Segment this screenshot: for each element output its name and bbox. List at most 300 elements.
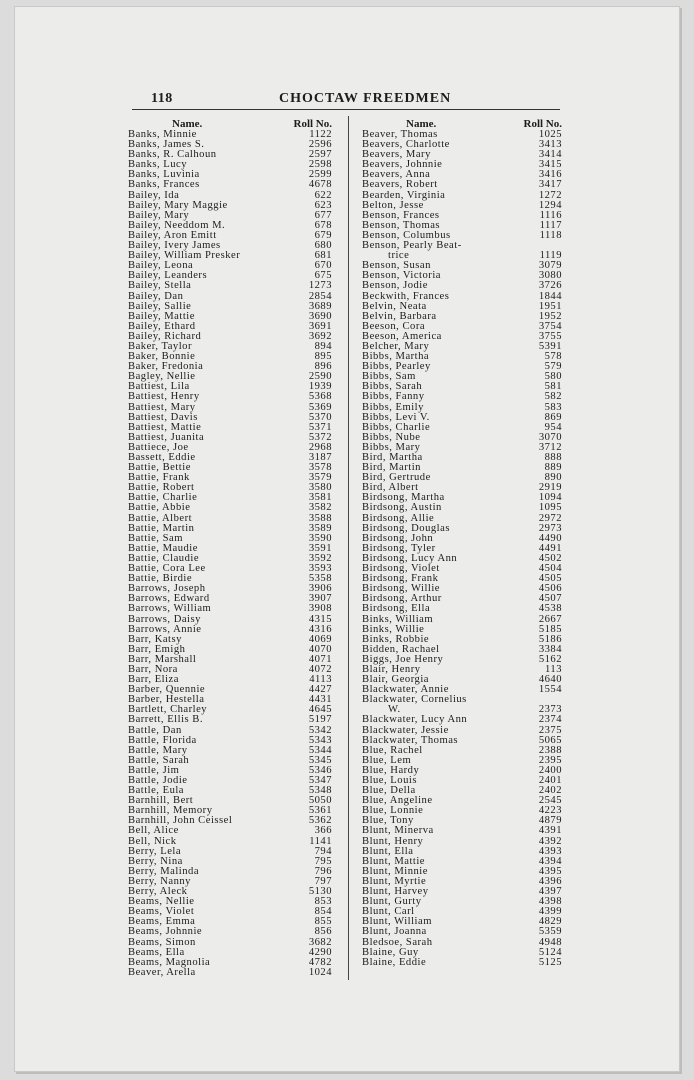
- entry-name: Bailey, Ivery James: [128, 240, 221, 252]
- entry-roll-number: 3593: [308, 563, 332, 575]
- right-column: [362, 118, 562, 968]
- entry-name: Battie, Frank: [128, 472, 190, 484]
- entry-name: Bibbs, Charlie: [362, 421, 431, 433]
- entry-roll-number: 890: [544, 472, 562, 484]
- entry-name: Battie, Maudie: [128, 542, 198, 554]
- entry-roll-number: 3580: [308, 482, 332, 494]
- entry-roll-number: 4506: [538, 583, 562, 595]
- entry-roll-number: 5130: [308, 886, 332, 898]
- entry-name: Battiece, Joe: [128, 441, 189, 453]
- roll-list: [362, 130, 562, 968]
- entry-name: Beckwith, Frances: [362, 290, 450, 302]
- entry-name: Blunt, Myrtie: [362, 875, 427, 887]
- entry-roll-number: 5372: [308, 431, 332, 443]
- entry-roll-number: 5361: [308, 805, 332, 817]
- entry-name: Battle, Jim: [128, 764, 180, 776]
- entry-roll-number: 4393: [538, 845, 562, 857]
- entry-roll-number: 2400: [538, 764, 562, 776]
- entry-name: Blue, Louis: [362, 775, 417, 786]
- entry-roll-number: 4502: [538, 552, 562, 564]
- entry-roll-number: 3079: [538, 260, 562, 272]
- entry-roll-number: 2667: [538, 613, 562, 625]
- entry-name: Beams, Violet: [128, 906, 195, 918]
- entry-name: Barr, Nora: [128, 663, 178, 675]
- entry-name: Bagley, Nellie: [128, 371, 196, 383]
- entry-name: Battiest, Lila: [128, 381, 190, 393]
- entry-name: Bird, Martin: [362, 462, 421, 474]
- entry-name: Bibbs, Sarah: [362, 381, 423, 393]
- entry-name: Bell, Nick: [128, 835, 177, 847]
- entry-roll-number: 4395: [538, 865, 562, 877]
- entry-name: Barrows, Edward: [128, 593, 210, 605]
- entry-name: Beavers, Anna: [362, 169, 431, 181]
- entry-name: Bassett, Eddie: [128, 452, 196, 463]
- entry-roll-number: 4782: [308, 956, 332, 968]
- entry-roll-number: 1844: [538, 290, 562, 302]
- roll-list: [128, 130, 332, 978]
- entry-name: Battle, Jodie: [128, 775, 188, 786]
- entry-name: Bibbs, Fanny: [362, 391, 425, 403]
- entry-roll-number: 3415: [538, 159, 562, 171]
- entry-name: Blunt, Joanna: [362, 926, 427, 938]
- entry-roll-number: 582: [544, 391, 562, 403]
- entry-name: Bibbs, Pearley: [362, 361, 431, 373]
- entry-name: Blue, Lem: [362, 754, 412, 766]
- entry-name: Bailey, Leona: [128, 260, 194, 272]
- entry-roll-number: 4505: [538, 573, 562, 585]
- entry-name: Berry, Nanny: [128, 875, 191, 887]
- entry-roll-number: 1024: [308, 966, 332, 978]
- entry-name: Blaine, Guy: [362, 946, 419, 958]
- entry-roll-number: 4490: [538, 532, 562, 544]
- entry-name: Binks, William: [362, 613, 434, 625]
- entry-roll-number: 4113: [309, 674, 332, 686]
- entry-roll-number: 3726: [538, 280, 562, 292]
- entry-roll-number: 4070: [308, 643, 332, 655]
- entry-name: Battiest, Juanita: [128, 431, 205, 443]
- entry-name: Birdsong, Willie: [362, 583, 441, 595]
- entry-roll-number: 680: [314, 240, 332, 252]
- entry-name: Banks, Lucy: [128, 159, 188, 171]
- entry-roll-number: 797: [314, 875, 332, 887]
- entry-roll-number: 4391: [538, 825, 562, 837]
- entry-name: Battle, Dan: [128, 724, 182, 736]
- entry-name: Belvin, Neata: [362, 300, 427, 312]
- entry-roll-number: 1122: [309, 129, 332, 140]
- entry-roll-number: 3582: [308, 502, 332, 514]
- entry-name: Benson, Victoria: [362, 270, 441, 282]
- entry-roll-number: 795: [314, 855, 332, 867]
- entry-roll-number: 4948: [538, 936, 562, 948]
- entry-name: Birdsong, Ella: [362, 603, 431, 615]
- entry-roll-number: 5186: [538, 633, 562, 645]
- entry-roll-number: 855: [314, 916, 332, 928]
- entry-name: Barnhill, Memory: [128, 805, 213, 817]
- entry-roll-number: 3413: [538, 139, 562, 151]
- entry-roll-number: 3590: [308, 532, 332, 544]
- entry-name: Battie, Abbie: [128, 502, 191, 514]
- entry-name: Bailey, Stella: [128, 280, 192, 292]
- entry-name: Bailey, Needdom M.: [128, 219, 226, 231]
- entry-roll-number: 5197: [308, 714, 332, 726]
- entry-name: Beavers, Charlotte: [362, 139, 450, 151]
- entry-name: Blue, Tony: [362, 815, 414, 827]
- entry-roll-number: 5358: [308, 573, 332, 585]
- entry-name: Baker, Fredonia: [128, 361, 204, 373]
- entry-name: Battle, Florida: [128, 734, 197, 746]
- entry-roll-number: 2596: [308, 139, 332, 151]
- entry-name: Blaine, Eddie: [362, 956, 427, 968]
- entry-roll-number: 5347: [308, 775, 332, 786]
- entry-name: Blunt, Gurty: [362, 896, 422, 908]
- entry-roll-number: 580: [544, 371, 562, 383]
- entry-name: Beavers, Johnnie: [362, 159, 443, 171]
- entry-roll-number: 3712: [538, 441, 562, 453]
- entry-roll-number: 675: [314, 270, 332, 282]
- entry-name: Blackwater, Jessie: [362, 724, 449, 736]
- roll-entry: [362, 604, 562, 614]
- entry-roll-number: 3692: [308, 330, 332, 342]
- entry-roll-number: 4879: [538, 815, 562, 827]
- entry-roll-number: 2388: [538, 744, 562, 756]
- entry-name: Binks, Willie: [362, 623, 425, 635]
- entry-roll-number: 3682: [308, 936, 332, 948]
- entry-name: Bledsoe, Sarah: [362, 936, 433, 948]
- entry-roll-number: 2374: [538, 714, 562, 726]
- entry-name: Barrows, Annie: [128, 623, 202, 635]
- entry-roll-number: 895: [314, 351, 332, 363]
- entry-name: Battle, Sarah: [128, 754, 190, 766]
- name-heading: Name.: [172, 118, 203, 130]
- entry-name: Banks, R. Calhoun: [128, 149, 217, 161]
- entry-name: Berry, Nina: [128, 855, 183, 867]
- entry-name: Bird, Martha: [362, 452, 423, 463]
- roll-entry: [128, 968, 332, 978]
- page-title: CHOCTAW FREEDMEN: [279, 91, 452, 106]
- entry-name: Blunt, Minnie: [362, 865, 428, 877]
- entry-roll-number: 2599: [308, 169, 332, 181]
- entry-name: Berry, Lela: [128, 845, 182, 857]
- entry-name: Battie, Birdie: [128, 573, 193, 585]
- entry-roll-number: 366: [314, 825, 332, 837]
- entry-name: Blunt, Mattie: [362, 855, 425, 867]
- entry-roll-number: 2590: [308, 371, 332, 383]
- entry-roll-number: 5369: [308, 401, 332, 413]
- roll-heading: Roll No.: [293, 118, 332, 130]
- entry-name: Bird, Albert: [362, 482, 419, 494]
- entry-roll-number: 4640: [538, 674, 562, 686]
- entry-roll-number: 3384: [538, 643, 562, 655]
- entry-roll-number: 4829: [538, 916, 562, 928]
- entry-name: Blunt, William: [362, 916, 432, 928]
- entry-roll-number: 3592: [308, 552, 332, 564]
- entry-roll-number: 4223: [538, 805, 562, 817]
- entry-name: Battle, Mary: [128, 744, 188, 756]
- entry-roll-number: 3417: [538, 179, 562, 191]
- entry-roll-number: 4399: [538, 906, 562, 918]
- entry-roll-number: 583: [544, 401, 562, 413]
- entry-name: trice: [388, 250, 410, 262]
- entry-name: Berry, Aleck: [128, 886, 188, 898]
- entry-name: Blunt, Carl: [362, 906, 415, 918]
- entry-name: Benson, Columbus: [362, 229, 451, 241]
- entry-name: Birdsong, Allie: [362, 512, 435, 524]
- entry-name: Blackwater, Thomas: [362, 734, 459, 746]
- entry-roll-number: 4396: [538, 875, 562, 887]
- entry-roll-number: 681: [314, 250, 332, 262]
- entry-roll-number: 854: [314, 906, 332, 918]
- entry-roll-number: 1141: [309, 835, 332, 847]
- entry-name: Bailey, Aron Emitt: [128, 229, 217, 241]
- entry-roll-number: 2395: [538, 754, 562, 766]
- entry-roll-number: 5065: [538, 734, 562, 746]
- entry-name: Bailey, Ida: [128, 189, 180, 201]
- entry-roll-number: 5343: [308, 734, 332, 746]
- entry-name: Battie, Bettie: [128, 462, 191, 474]
- roll-entry: [128, 604, 332, 614]
- entry-name: Biggs, Joe Henry: [362, 653, 444, 665]
- entry-name: Blackwater, Lucy Ann: [362, 714, 468, 726]
- entry-name: Birdsong, Frank: [362, 573, 439, 585]
- entry-name: Bibbs, Emily: [362, 401, 424, 413]
- entry-name: Bibbs, Levi V.: [362, 411, 430, 423]
- entry-name: Bailey, Sallie: [128, 300, 192, 312]
- entry-name: Blunt, Henry: [362, 835, 424, 847]
- entry-roll-number: 796: [314, 865, 332, 877]
- entry-roll-number: 3070: [538, 431, 562, 443]
- entry-name: Berry, Malinda: [128, 865, 200, 877]
- entry-roll-number: 1025: [538, 129, 562, 140]
- entry-name: Barrows, Daisy: [128, 613, 201, 625]
- entry-roll-number: 853: [314, 896, 332, 908]
- entry-name: Barr, Katsy: [128, 633, 182, 645]
- roll-entry: [362, 927, 562, 937]
- entry-roll-number: 888: [544, 452, 562, 463]
- entry-name: Bailey, Mattie: [128, 310, 195, 322]
- entry-name: Binks, Robbie: [362, 633, 430, 645]
- entry-name: Benson, Pearly Beat-: [362, 240, 462, 252]
- entry-name: W.: [388, 704, 401, 716]
- entry-name: Battie, Charlie: [128, 492, 198, 504]
- entry-name: Birdsong, Austin: [362, 502, 442, 514]
- page-number: 118: [151, 91, 173, 106]
- entry-name: Battiest, Davis: [128, 411, 198, 423]
- entry-name: Battie, Martin: [128, 522, 195, 534]
- entry-roll-number: 4394: [538, 855, 562, 867]
- entry-roll-number: 3080: [538, 270, 562, 282]
- entry-roll-number: 578: [544, 351, 562, 363]
- entry-name: Belcher, Mary: [362, 340, 430, 352]
- entry-name: Battle, Eula: [128, 785, 185, 797]
- entry-roll-number: 3906: [308, 583, 332, 595]
- entry-roll-number: 5344: [308, 744, 332, 756]
- roll-entry: [128, 281, 332, 291]
- entry-roll-number: 3690: [308, 310, 332, 322]
- entry-name: Beams, Emma: [128, 916, 196, 928]
- entry-roll-number: 581: [544, 381, 562, 393]
- entry-name: Bailey, Ethard: [128, 320, 196, 332]
- entry-roll-number: 1118: [539, 229, 562, 241]
- entry-name: Bartlett, Charley: [128, 704, 208, 716]
- entry-name: Blue, Rachel: [362, 744, 423, 756]
- entry-roll-number: 677: [314, 209, 332, 221]
- entry-name: Belton, Jesse: [362, 199, 424, 211]
- entry-name: Bailey, Leanders: [128, 270, 208, 282]
- entry-roll-number: 4290: [308, 946, 332, 958]
- entry-name: Barber, Quennie: [128, 684, 206, 696]
- entry-roll-number: 869: [544, 411, 562, 423]
- entry-name: Beavers, Robert: [362, 179, 438, 191]
- entry-roll-number: 5185: [538, 623, 562, 635]
- entry-name: Barnhill, Bert: [128, 795, 194, 807]
- entry-roll-number: 3579: [308, 472, 332, 484]
- entry-roll-number: 2973: [538, 522, 562, 534]
- entry-roll-number: 3908: [308, 603, 332, 615]
- entry-name: Birdsong, Lucy Ann: [362, 552, 458, 564]
- entry-name: Blue, Lonnie: [362, 805, 424, 817]
- entry-name: Bibbs, Sam: [362, 371, 416, 383]
- entry-roll-number: 5371: [308, 421, 332, 433]
- entry-name: Bibbs, Mary: [362, 441, 421, 453]
- header-rule: [132, 109, 560, 110]
- entry-roll-number: 1116: [539, 209, 562, 221]
- entry-name: Battiest, Mattie: [128, 421, 202, 433]
- entry-roll-number: 1119: [539, 250, 562, 262]
- entry-name: Barber, Hestella: [128, 694, 205, 706]
- entry-name: Bailey, Dan: [128, 290, 184, 302]
- entry-roll-number: 5124: [538, 946, 562, 958]
- entry-name: Birdsong, Martha: [362, 492, 445, 504]
- entry-roll-number: 5342: [308, 724, 332, 736]
- entry-roll-number: 670: [314, 260, 332, 272]
- entry-roll-number: 4397: [538, 886, 562, 898]
- entry-roll-number: 2972: [538, 512, 562, 524]
- roll-entry: [362, 958, 562, 968]
- entry-name: Barr, Marshall: [128, 653, 197, 665]
- entry-name: Barrett, Ellis B.: [128, 714, 203, 726]
- entry-roll-number: 5050: [308, 795, 332, 807]
- entry-roll-number: 4538: [538, 603, 562, 615]
- entry-name: Bailey, Richard: [128, 330, 202, 342]
- entry-roll-number: 5346: [308, 764, 332, 776]
- entry-roll-number: 579: [544, 361, 562, 373]
- entry-name: Banks, Luvinia: [128, 169, 200, 181]
- entry-roll-number: 5370: [308, 411, 332, 423]
- name-heading: Name.: [406, 118, 437, 130]
- entry-name: Blunt, Harvey: [362, 886, 429, 898]
- entry-roll-number: 3589: [308, 522, 332, 534]
- entry-name: Baker, Taylor: [128, 340, 192, 352]
- entry-roll-number: 1939: [308, 381, 332, 393]
- entry-name: Blair, Georgia: [362, 674, 429, 686]
- entry-name: Blair, Henry: [362, 663, 421, 675]
- entry-roll-number: 4316: [308, 623, 332, 635]
- entry-name: Benson, Jodie: [362, 280, 428, 292]
- column-divider: [348, 116, 349, 980]
- entry-roll-number: 2402: [538, 785, 562, 797]
- entry-roll-number: 3755: [538, 330, 562, 342]
- entry-name: Banks, James S.: [128, 139, 205, 151]
- entry-roll-number: 5368: [308, 391, 332, 403]
- entry-roll-number: 894: [314, 340, 332, 352]
- entry-name: Bidden, Rachael: [362, 643, 440, 655]
- entry-name: Bell, Alice: [128, 825, 179, 837]
- entry-name: Beams, Simon: [128, 936, 196, 948]
- entry-name: Bailey, William Presker: [128, 250, 241, 262]
- entry-roll-number: 4427: [308, 684, 332, 696]
- entry-name: Bibbs, Martha: [362, 351, 430, 363]
- entry-name: Blackwater, Annie: [362, 684, 449, 696]
- entry-name: Birdsong, Douglas: [362, 522, 450, 534]
- entry-roll-number: 4504: [538, 563, 562, 575]
- entry-name: Blackwater, Cornelius: [362, 694, 467, 706]
- entry-name: Battie, Sam: [128, 532, 183, 544]
- entry-roll-number: 5345: [308, 754, 332, 766]
- entry-roll-number: 2598: [308, 159, 332, 171]
- entry-roll-number: 4507: [538, 593, 562, 605]
- entry-name: Blue, Della: [362, 785, 416, 797]
- entry-roll-number: 5348: [308, 785, 332, 797]
- entry-name: Battie, Robert: [128, 482, 195, 494]
- entry-roll-number: 2373: [538, 704, 562, 716]
- entry-roll-number: 4072: [308, 663, 332, 675]
- entry-roll-number: 3754: [538, 320, 562, 332]
- entry-roll-number: 2545: [538, 795, 562, 807]
- entry-name: Bearden, Virginia: [362, 189, 446, 201]
- entry-name: Barnhill, John Ceissel: [128, 815, 233, 827]
- entry-name: Battiest, Mary: [128, 401, 196, 413]
- entry-name: Baker, Bonnie: [128, 351, 196, 363]
- entry-roll-number: 4069: [308, 633, 332, 645]
- entry-name: Bird, Gertrude: [362, 472, 431, 484]
- entry-roll-number: 889: [544, 462, 562, 474]
- entry-roll-number: 3416: [538, 169, 562, 181]
- entry-roll-number: 679: [314, 229, 332, 241]
- entry-name: Beavers, Mary: [362, 149, 431, 161]
- entry-roll-number: 5125: [538, 956, 562, 968]
- entry-roll-number: 5359: [538, 926, 562, 938]
- entry-name: Bibbs, Nube: [362, 431, 421, 443]
- entry-roll-number: 4392: [538, 835, 562, 847]
- entry-name: Benson, Frances: [362, 209, 440, 221]
- entry-name: Birdsong, Violet: [362, 563, 440, 575]
- entry-roll-number: 1294: [538, 199, 562, 211]
- entry-roll-number: 3578: [308, 462, 332, 474]
- entry-roll-number: 623: [314, 199, 332, 211]
- entry-roll-number: 3588: [308, 512, 332, 524]
- entry-roll-number: 622: [314, 189, 332, 201]
- entry-roll-number: 3414: [538, 149, 562, 161]
- entry-name: Blunt, Ella: [362, 845, 414, 857]
- entry-name: Battie, Albert: [128, 512, 193, 524]
- entry-roll-number: 1554: [538, 684, 562, 696]
- entry-name: Blunt, Minerva: [362, 825, 434, 837]
- entry-name: Beaver, Thomas: [362, 129, 438, 140]
- entry-roll-number: 5362: [308, 815, 332, 827]
- entry-name: Battie, Claudie: [128, 552, 200, 564]
- entry-roll-number: 678: [314, 219, 332, 231]
- entry-roll-number: 5162: [538, 653, 562, 665]
- roll-entry: [128, 927, 332, 937]
- roll-entry: [362, 281, 562, 291]
- entry-name: Benson, Susan: [362, 260, 431, 272]
- entry-name: Blue, Angeline: [362, 795, 433, 807]
- entry-name: Battie, Cora Lee: [128, 563, 206, 575]
- entry-roll-number: 1951: [538, 300, 562, 312]
- entry-roll-number: 2919: [538, 482, 562, 494]
- document-page: [14, 6, 680, 1072]
- left-column: [128, 118, 332, 978]
